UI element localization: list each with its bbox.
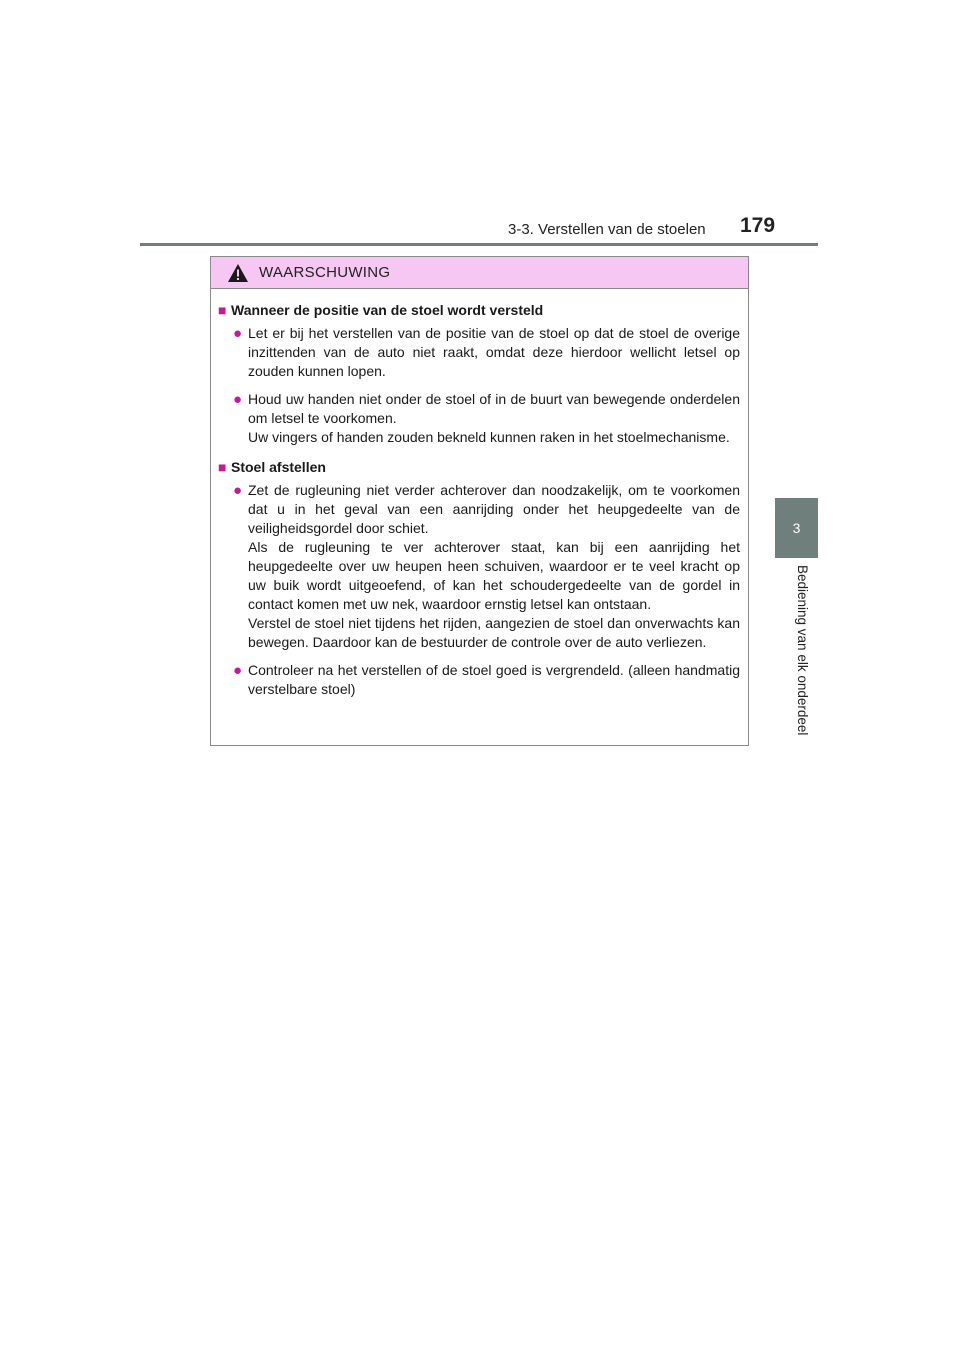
bullet-item [218,661,740,699]
header-divider [140,243,818,246]
subheading-text: Stoel afstellen [231,459,326,475]
warning-title: WAARSCHUWING [259,264,391,281]
bullet-item [218,481,740,652]
bullet-item [218,324,740,381]
round-bullet-icon: ● [233,662,243,679]
bullet-paragraph: Zet de rugleuning niet verder achterover dan noodzakelijk, om te voorkomen dat u in het geval van een aanrijding onder het heupgedeelte van de veiligheidsgordel door schiet. [248,482,740,536]
warning-box [210,256,749,746]
warning-triangle-icon [227,263,249,283]
bullet-paragraph: Houd uw handen niet onder de stoel of in de buurt van bewegende onderdelen om letsel te voorkomen. [248,391,740,426]
bullet-text [248,390,740,447]
warning-header [211,257,748,289]
bullet-paragraph: Verstel de stoel niet tijdens het rijden, aangezien de stoel dan onverwachts kan bewegen. Daardoor kan de bestuurder de controle over de auto verliezen. [248,615,740,650]
bullet-paragraph: Uw vingers of handen zouden bekneld kunnen raken in het stoelmechanisme. [248,429,730,445]
bullet-item [218,390,740,447]
round-bullet-icon: ● [233,325,243,342]
round-bullet-icon: ● [233,391,243,408]
chapter-tab [775,498,818,558]
bullet-text [248,661,740,699]
bullet-paragraph: Controleer na het verstellen of de stoel goed is vergrendeld. (alleen handmatig verstelbare stoel) [248,662,740,697]
warning-body [211,289,748,699]
chapter-number: 3 [792,520,801,536]
round-bullet-icon: ● [233,482,243,499]
bullet-paragraph: Let er bij het verstellen van de positie van de stoel op dat de stoel de overige inzittenden van de auto niet raakt, omdat deze hierdoor wellicht letsel op zouden kunnen lopen. [248,325,740,379]
bullet-text [248,481,740,652]
square-bullet-icon: ■ [218,459,227,475]
page-header [0,0,960,250]
subheading-text: Wanneer de positie van de stoel wordt versteld [231,302,544,318]
chapter-label: Bediening van elk onderdeel [795,565,810,736]
bullet-text [248,324,740,381]
warning-subheading [218,301,740,320]
warning-subheading [218,458,740,477]
page-number: 179 [740,214,776,237]
section-reference: 3-3. Verstellen van de stoelen [508,221,706,238]
bullet-paragraph: Als de rugleuning te ver achterover staat, kan bij een aanrijding het heupgedeelte over uw heupen heen schuiven, waardoor er te veel kracht op uw buik wordt uitgeoefend, of kan het schoudergedeelte van de gordel in contact komen met uw nek, waardoor ernstig letsel kan ontstaan. [248,539,740,612]
square-bullet-icon: ■ [218,302,227,318]
